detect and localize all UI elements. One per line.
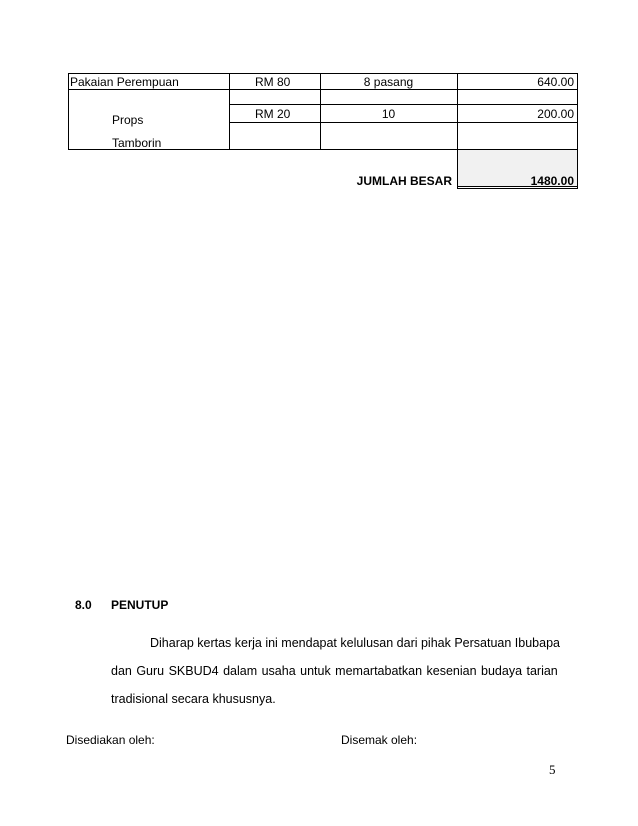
table-cell-item: Pakaian Perempuan bbox=[70, 75, 179, 89]
table-cell-quantity: 10 bbox=[381, 107, 396, 121]
paragraph-line: dan Guru SKBUD4 dalam usaha untuk memartabatkan kesenian budaya tarian bbox=[111, 664, 558, 678]
checked-by-label: Disemak oleh: bbox=[341, 733, 418, 747]
table-cell-item: Props bbox=[112, 113, 144, 127]
table-rule bbox=[229, 122, 578, 123]
table-border bbox=[577, 73, 578, 189]
table-cell-price: RM 80 bbox=[255, 75, 291, 89]
table-cell-item: Tamborin bbox=[112, 136, 162, 150]
table-cell-price: RM 20 bbox=[255, 107, 291, 121]
table-cell-quantity: 8 pasang bbox=[363, 75, 414, 89]
table-cell-amount: 640.00 bbox=[537, 75, 574, 89]
total-value: 1480.00 bbox=[530, 174, 574, 188]
table-rule bbox=[457, 188, 578, 189]
paragraph-line: tradisional secara khususnya. bbox=[111, 692, 276, 706]
table-rule bbox=[68, 89, 578, 90]
table-border bbox=[229, 73, 230, 150]
page-number: 5 bbox=[549, 762, 556, 777]
table-rule bbox=[229, 104, 578, 105]
section-title: PENUTUP bbox=[111, 598, 169, 612]
table-border bbox=[457, 73, 458, 189]
table-border bbox=[68, 73, 69, 150]
section-number: 8.0 bbox=[75, 598, 92, 612]
table-rule bbox=[68, 73, 578, 74]
prepared-by-label: Disediakan oleh: bbox=[66, 733, 155, 747]
total-label: JUMLAH BESAR bbox=[356, 174, 452, 188]
paragraph-line: Diharap kertas kerja ini mendapat kelulusan dari pihak Persatuan Ibubapa bbox=[150, 636, 560, 650]
table-cell-amount: 200.00 bbox=[537, 107, 574, 121]
